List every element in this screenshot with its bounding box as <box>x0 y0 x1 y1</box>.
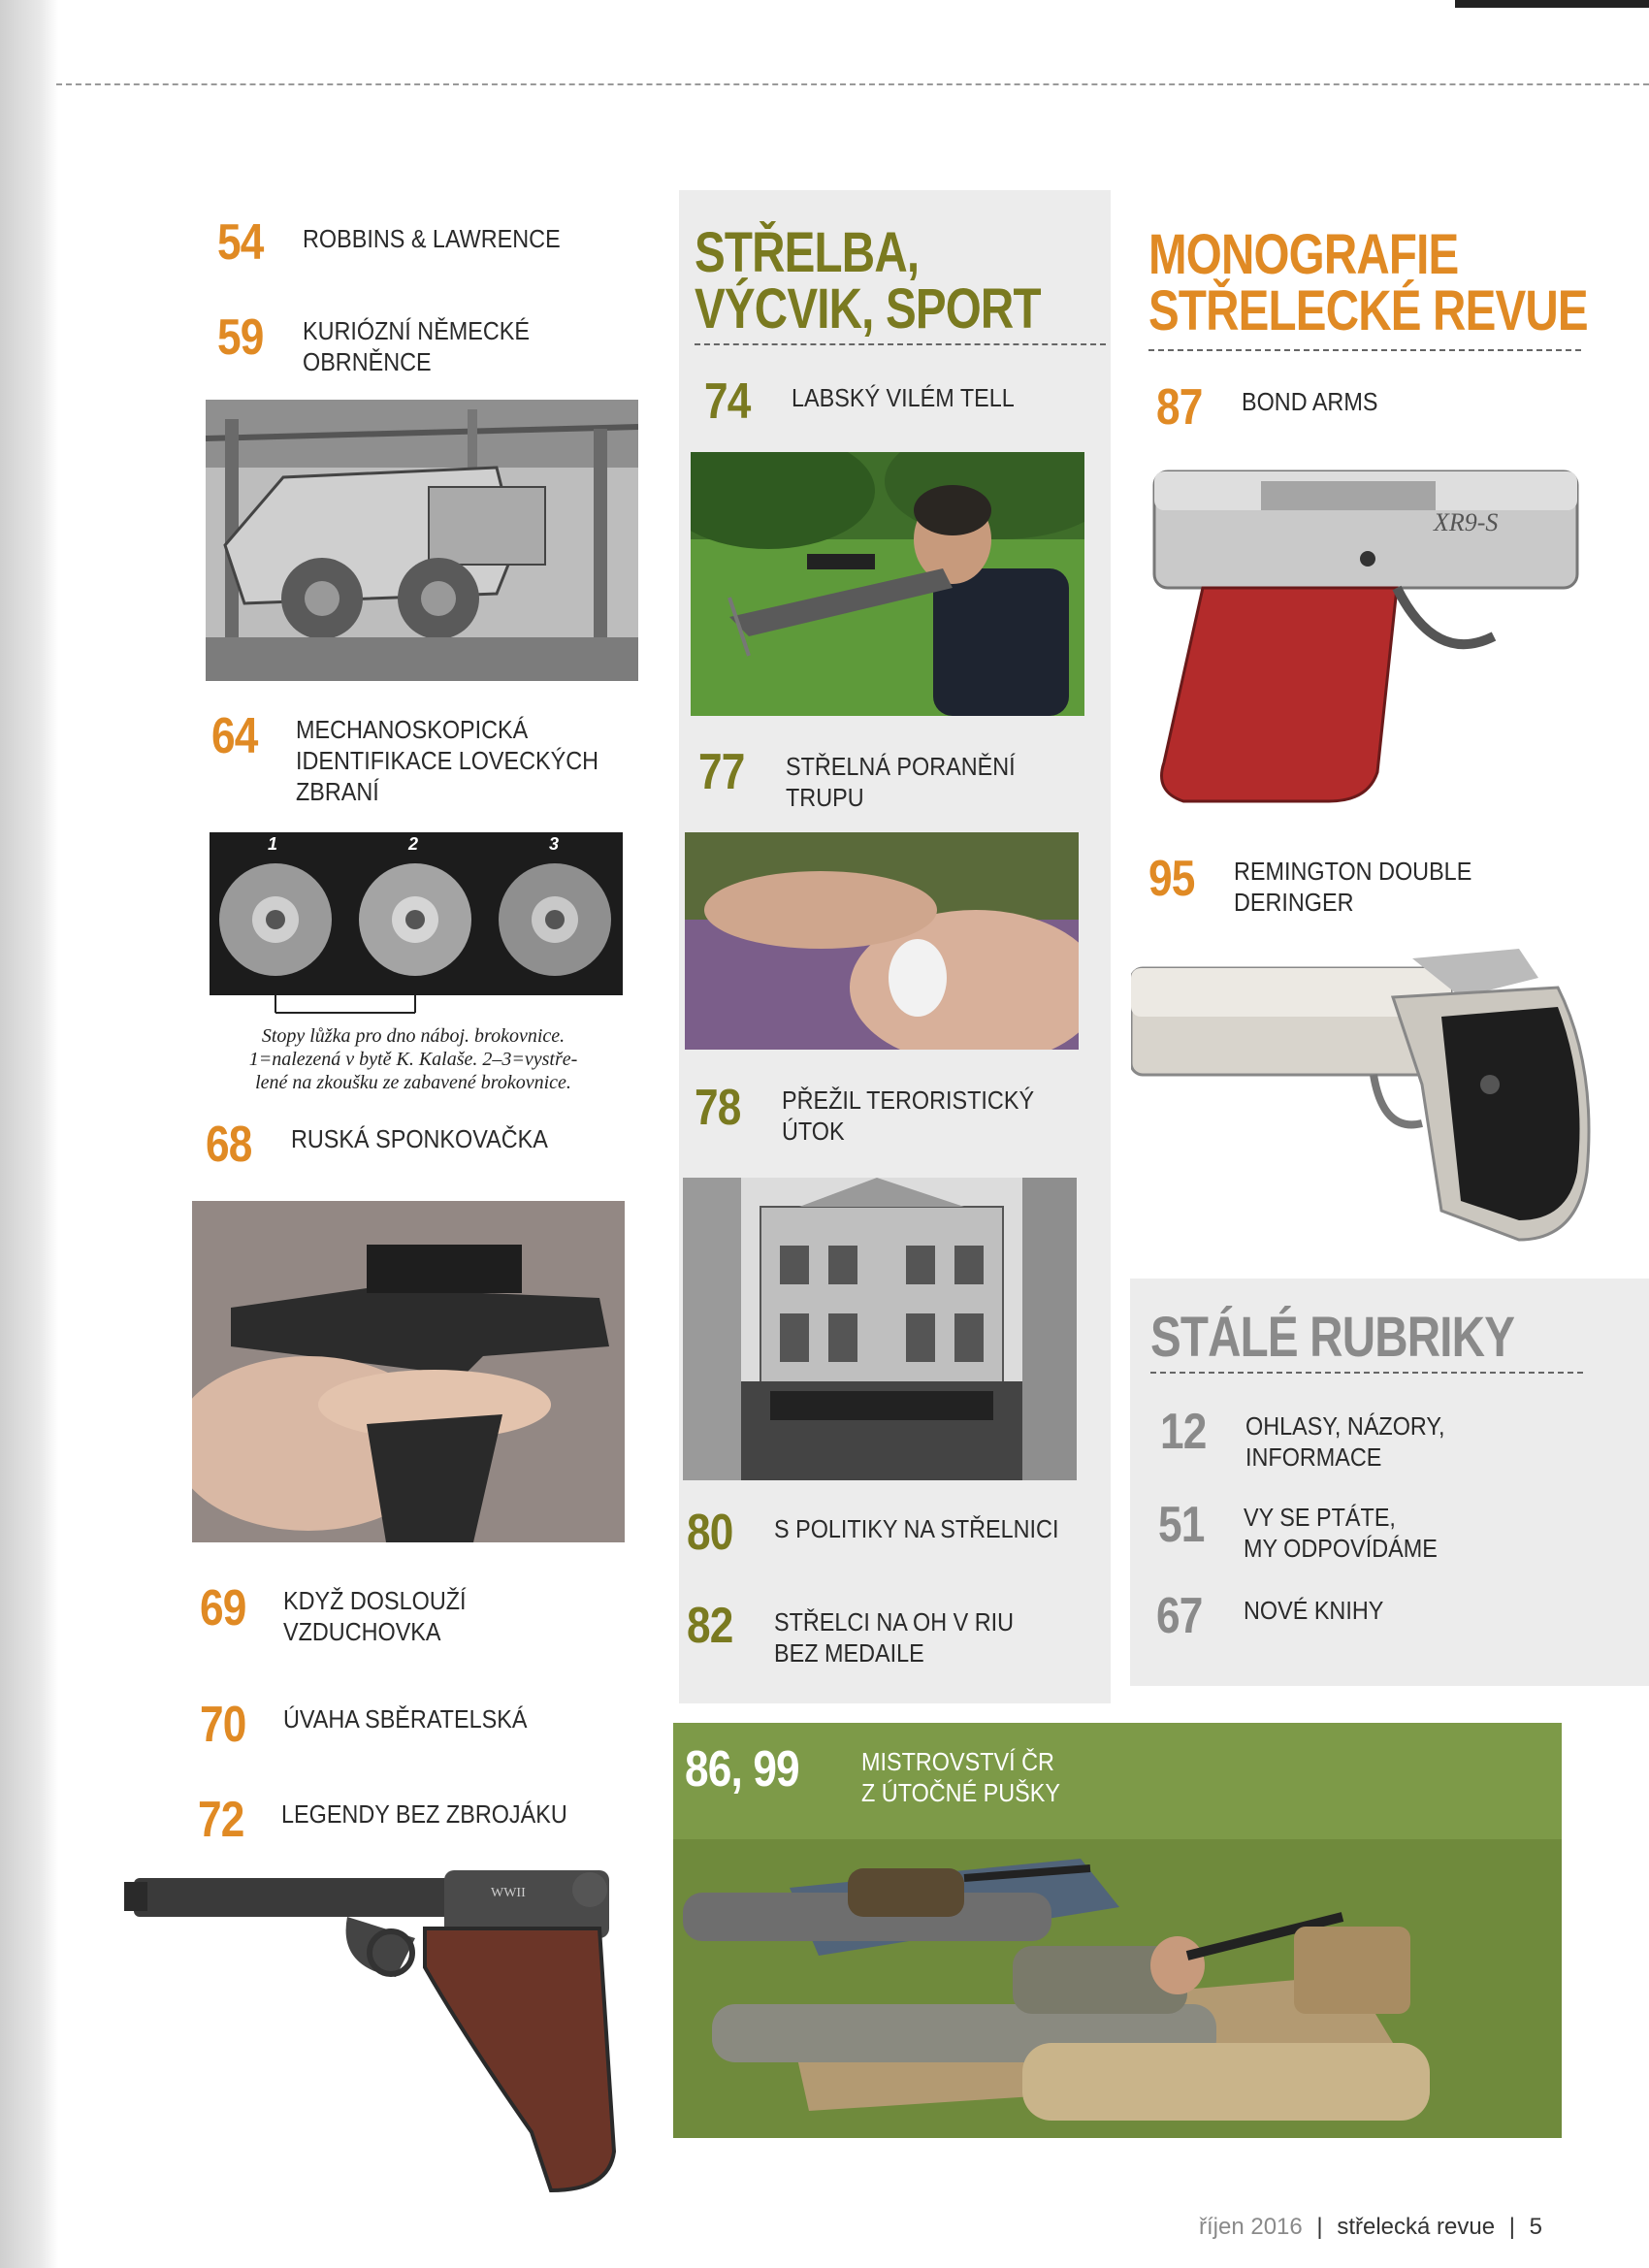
page-number: 54 <box>217 214 264 271</box>
entry-title: MECHANOSKOPICKÁ IDENTIFIKACE LOVECKÝCH ZBRANÍ <box>296 715 599 806</box>
page-number: 80 <box>687 1505 733 1561</box>
remington-derringer-image <box>1131 939 1602 1253</box>
footer-separator: | <box>1316 2214 1323 2240</box>
page-number: 74 <box>704 373 751 430</box>
sports-section-heading: STŘELBA, VÝCVIK, SPORT <box>695 221 1041 340</box>
page-number: 82 <box>687 1598 733 1654</box>
page-number: 67 <box>1156 1588 1203 1644</box>
footer-separator-2: | <box>1508 2214 1515 2240</box>
entry-title: KDYŽ DOSLOUŽÍ VZDUCHOVKA <box>283 1586 467 1646</box>
footer-magazine: střelecká revue <box>1337 2214 1496 2240</box>
figure-caption: Stopy lůžka pro dno náboj. brokovnice. 1=nalezená v bytě K. Kalaše. 2–3=vystře- lené na zkoušku ze zabavené brokovnice. <box>248 1025 578 1093</box>
sports-heading-rule <box>695 343 1106 345</box>
entry-title: OHLASY, NÁZORY, INFORMACE <box>1245 1411 1445 1472</box>
monografie-section-heading: MONOGRAFIE STŘELECKÉ REVUE <box>1148 223 1588 342</box>
bataclan-building-photo <box>683 1178 1077 1480</box>
top-dashed-rule <box>56 83 1649 85</box>
entry-title: NOVÉ KNIHY <box>1244 1596 1384 1625</box>
entry-title: STŘELNÁ PORANĚNÍ TRUPU <box>786 752 1016 812</box>
entry-title: KURIÓZNÍ NĚMECKÉ OBRNĚNCE <box>303 316 531 376</box>
figure-label-2: 2 <box>408 834 419 854</box>
armored-vehicle-photo <box>206 400 638 681</box>
rubriky-section-heading: STÁLÉ RUBRIKY <box>1150 1306 1515 1369</box>
monografie-heading-rule <box>1148 349 1581 351</box>
luger-pistol-image <box>124 1861 629 2210</box>
page-number: 72 <box>198 1792 244 1848</box>
page-number: 12 <box>1160 1404 1207 1460</box>
page-number: 70 <box>200 1697 246 1753</box>
entry-title: BOND ARMS <box>1242 387 1378 416</box>
figure-pointer-lines <box>210 995 623 1017</box>
rubriky-heading-rule <box>1150 1372 1583 1374</box>
top-edge-bar <box>1455 0 1649 8</box>
bond-arms-marking: XR9-S <box>1434 508 1499 536</box>
bond-arms-pistol-image <box>1145 452 1587 811</box>
page-number: 78 <box>695 1080 741 1136</box>
page-number-footer: 5 <box>1529 2214 1543 2240</box>
page-number: 51 <box>1158 1497 1205 1553</box>
figure-label-3: 3 <box>549 834 560 854</box>
entry-title: S POLITIKY NA STŘELNICI <box>774 1514 1059 1543</box>
crossbow-shooter-photo <box>691 452 1084 716</box>
entry-title: ROBBINS & LAWRENCE <box>303 224 561 253</box>
luger-marking: WWII <box>491 1886 526 1900</box>
feature-page-numbers: 86, 99 <box>685 1741 799 1798</box>
entry-title: STŘELCI NA OH V RIU BEZ MEDAILE <box>774 1607 1015 1668</box>
feature-title: MISTROVSTVÍ ČR Z ÚTOČNÉ PUŠKY <box>861 1747 1061 1807</box>
entry-title: PŘEŽIL TERORISTICKÝ ÚTOK <box>782 1085 1035 1146</box>
cartridge-heads-figure <box>210 832 623 995</box>
page-footer <box>1199 2214 1542 2241</box>
page-number: 69 <box>200 1580 246 1636</box>
page-gutter-shadow <box>0 0 58 2268</box>
page-number: 59 <box>217 309 264 366</box>
entry-title: LABSKÝ VILÉM TELL <box>792 383 1015 412</box>
page-number: 95 <box>1148 851 1195 907</box>
shooting-championship-photo <box>673 1723 1562 2138</box>
footer-issue: říjen 2016 <box>1199 2214 1303 2240</box>
page-number: 87 <box>1156 379 1203 436</box>
entry-title: LEGENDY BEZ ZBROJÁKU <box>281 1799 567 1829</box>
page-number: 77 <box>698 744 745 800</box>
entry-title: REMINGTON DOUBLE DERINGER <box>1234 857 1472 917</box>
page-number: 68 <box>206 1117 252 1173</box>
first-aid-photo <box>685 832 1079 1050</box>
entry-title: RUSKÁ SPONKOVAČKA <box>291 1124 548 1153</box>
page-number: 64 <box>211 708 258 764</box>
figure-label-1: 1 <box>268 834 278 854</box>
clip-rifle-hand-photo <box>192 1201 625 1542</box>
entry-title: ÚVAHA SBĚRATELSKÁ <box>283 1704 528 1733</box>
entry-title: VY SE PTÁTE, MY ODPOVÍDÁME <box>1244 1503 1438 1563</box>
